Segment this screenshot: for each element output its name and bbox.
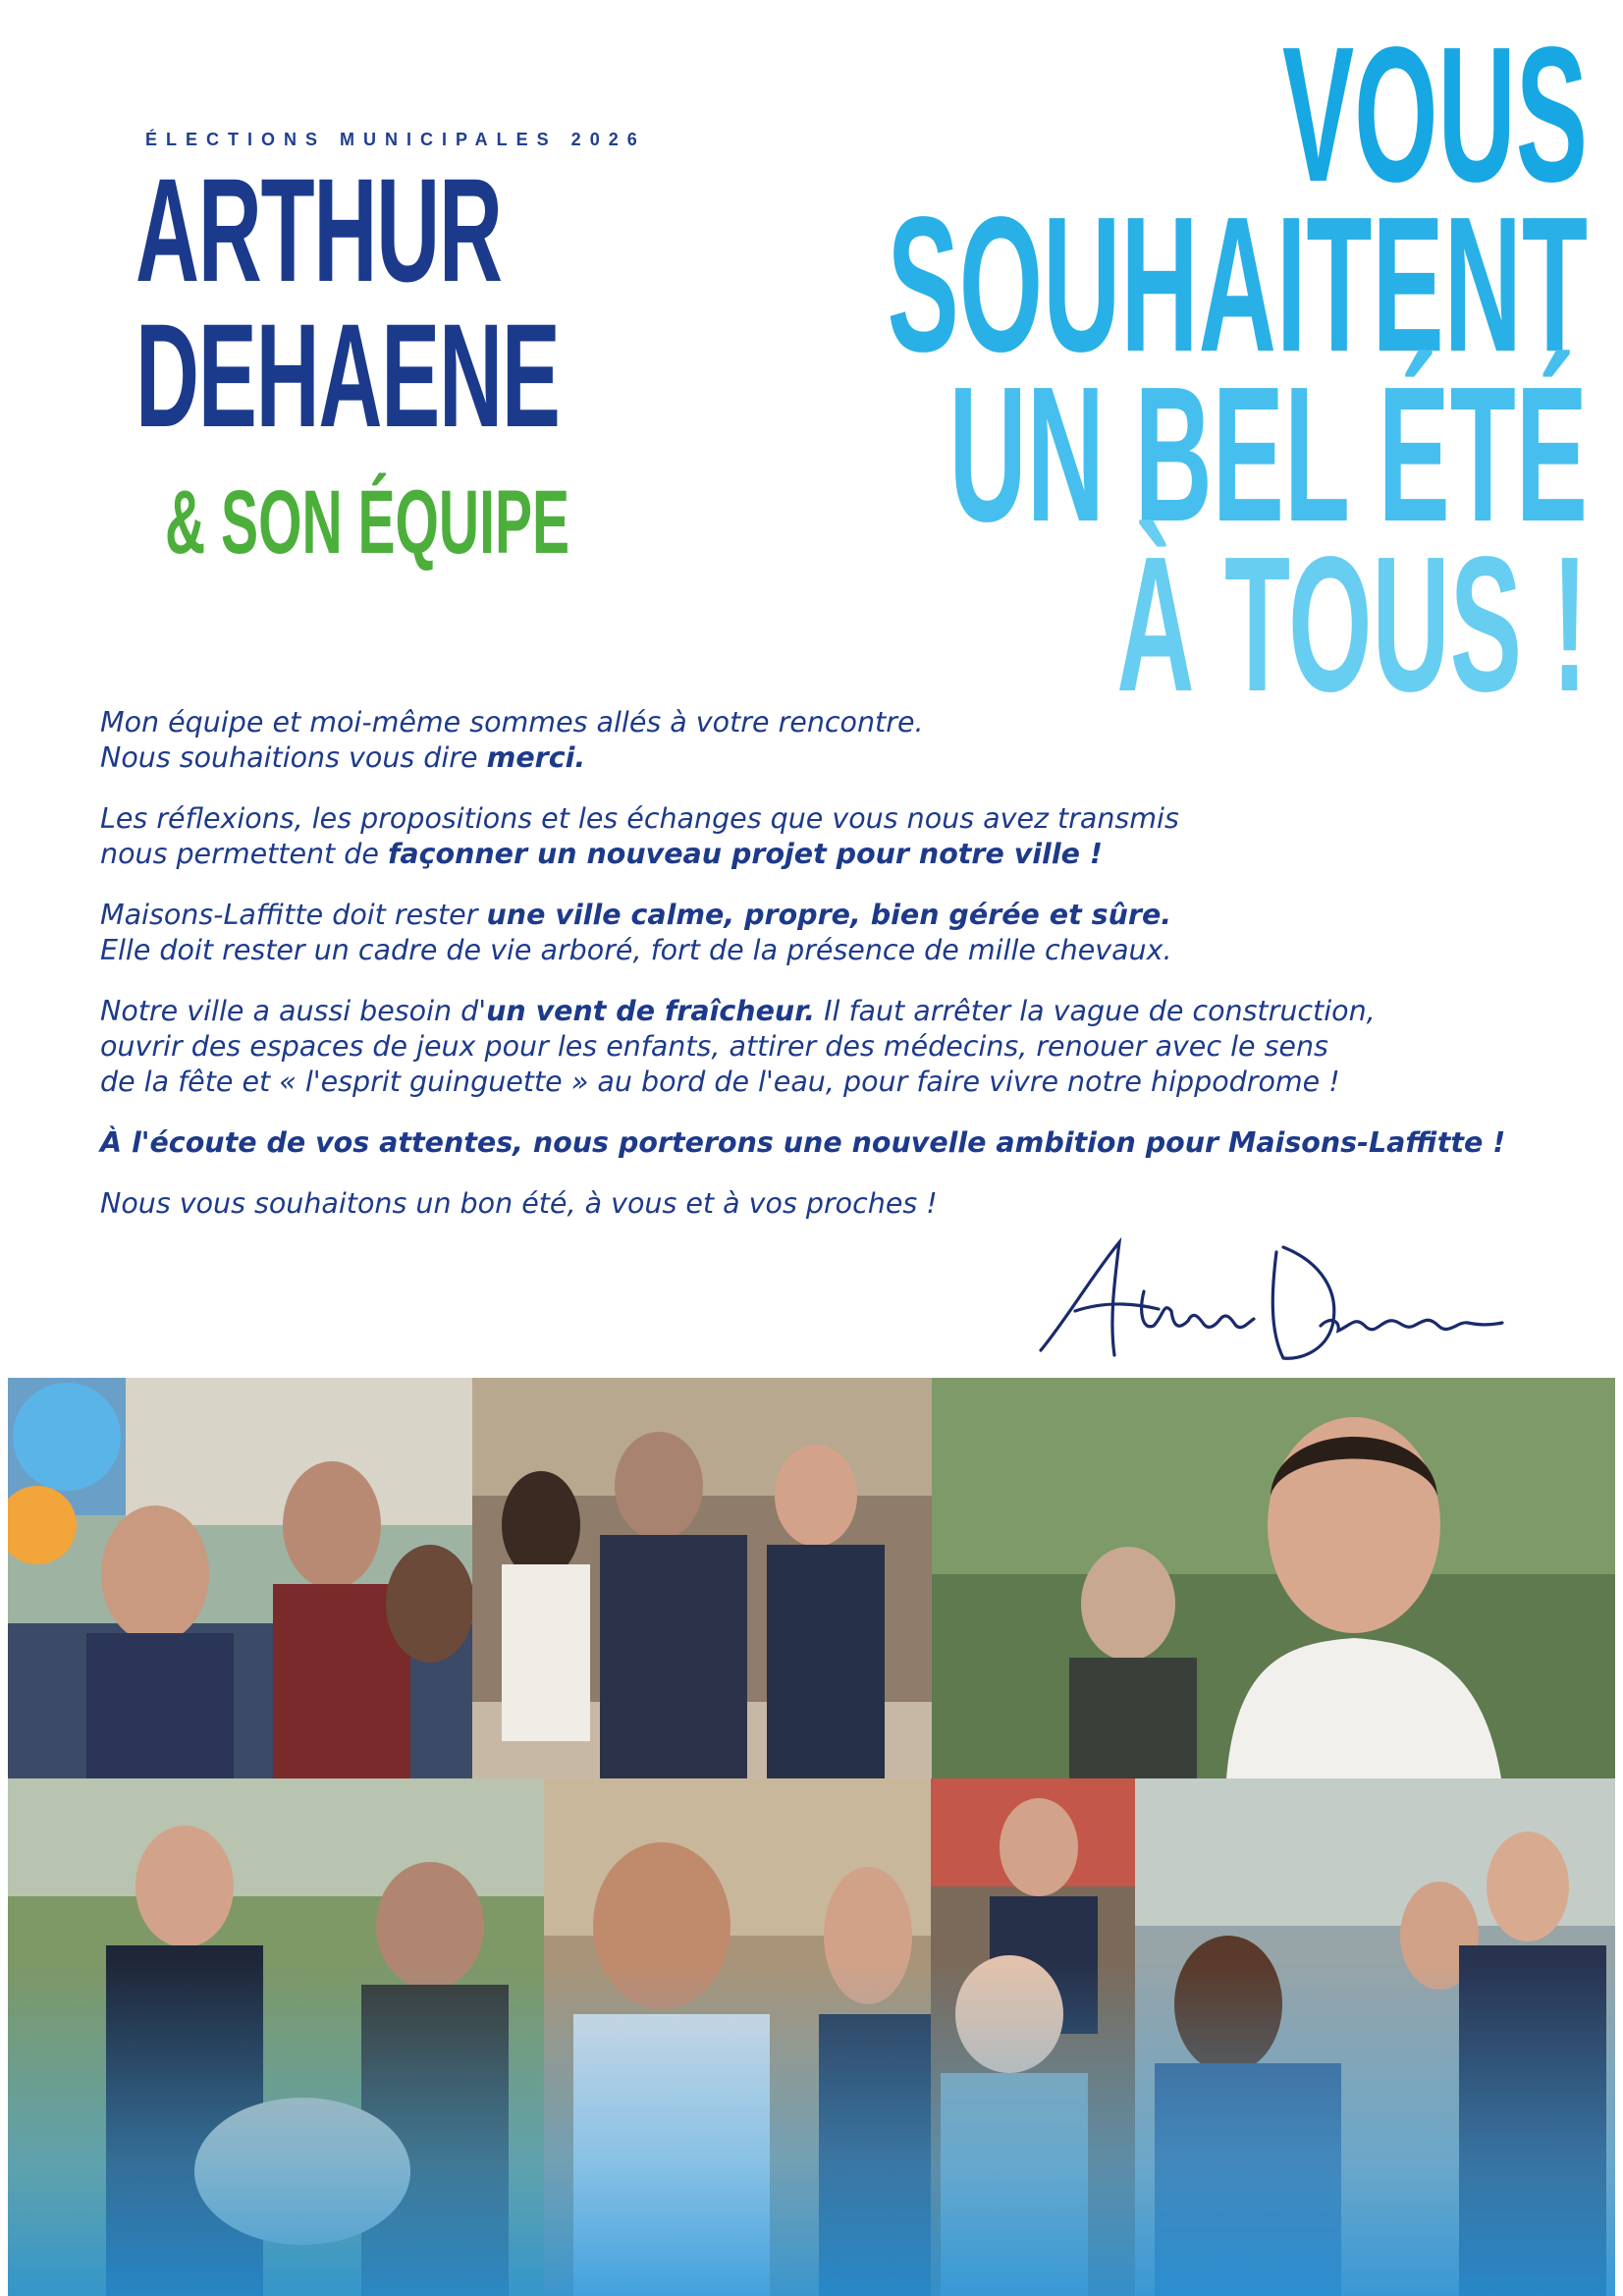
p4-line-b: Il faut arrêter la vague de construction, [815,995,1376,1027]
signature-icon [1026,1232,1517,1374]
p6-text: Nous vous souhaitons un bon été, à vous et à vos proches ! [100,1187,938,1220]
p4-line-c: ouvrir des espaces de jeux pour les enfants, attirer des médecins, renouer avec le sens [100,1030,1328,1063]
p3-line-b: Elle doit rester un cadre de vie arboré, fort de la présence de mille chevaux. [100,934,1172,966]
collage-blue-fade [8,1962,1615,2296]
headline-line-2: SOUHAITENT [887,177,1588,392]
photo-street-greeting [472,1378,932,1778]
paragraph-6 [100,1186,1534,1222]
p4-line-a: Notre ville a aussi besoin d' [100,995,487,1027]
paragraph-5 [100,1125,1534,1161]
p1-emphasis: merci. [486,741,586,774]
p3-emphasis: une ville calme, propre, bien gérée et sûre. [486,899,1172,931]
p3-line-a: Maisons-Laffitte doit rester [100,899,487,931]
photo-market-stand [8,1378,472,1778]
p4-line-d: de la fête et « l'esprit guinguette » au bord de l'eau, pour faire vivre notre hippodrome ! [100,1066,1340,1098]
p2-line-a: Les réflexions, les propositions et les échanges que vous nous avez transmis [100,802,1179,835]
paragraph-3 [100,898,1534,968]
paragraph-2 [100,801,1534,872]
candidate-last-name: DEHAENE [135,293,560,458]
letter-body [100,705,1534,1247]
headline-line-4: À TOUS ! [1116,517,1588,732]
paragraph-1 [100,705,1534,776]
p5-emphasis: À l'écoute de vos attentes, nous porterons une nouvelle ambition pour Maisons-Laffitte ! [100,1126,1506,1159]
p4-emphasis: un vent de fraîcheur. [486,995,816,1027]
election-kicker: ÉLECTIONS MUNICIPALES 2026 [145,130,646,149]
headline-line-1: VOUS [1281,7,1588,222]
p1-line-a: Mon équipe et moi-même sommes allés à votre rencontre. [100,706,924,738]
p1-line-b: Nous souhaitions vous dire [100,741,487,774]
photo-collage [8,1378,1615,2296]
p2-emphasis: façonner un nouveau projet pour notre ville ! [387,838,1103,870]
paragraph-4 [100,994,1534,1100]
candidate-first-name: ARTHUR [135,147,502,312]
headline-line-3: UN BEL ÉTÉ [948,347,1588,562]
p2-line-b: nous permettent de [100,838,388,870]
photo-candidate-portrait [932,1378,1615,1778]
team-label: & SON ÉQUIPE [165,472,570,573]
